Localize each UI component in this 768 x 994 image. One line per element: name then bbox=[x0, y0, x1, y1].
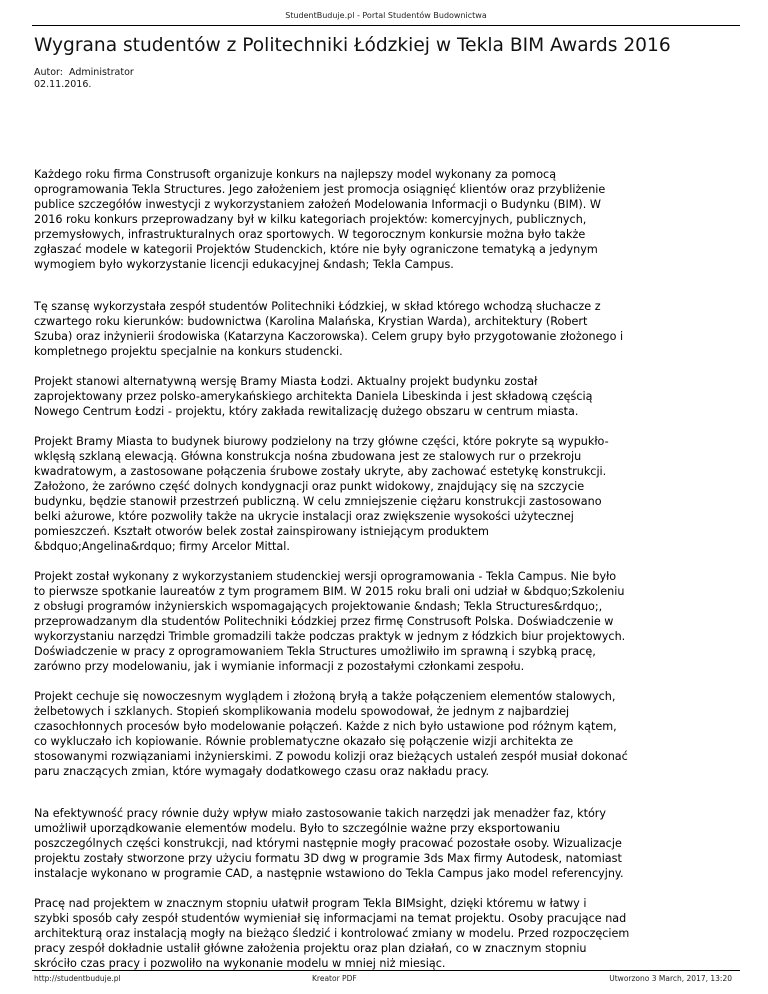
paragraph-line: Tę szansę wykorzystała zespół studentów Politechniki Łódzkiej, w skład którego wchodzą słuchacze z bbox=[34, 300, 601, 313]
footer-created: Utworzono 3 March, 2017, 13:20 bbox=[609, 974, 732, 983]
paragraph-line: paru znaczących zmian, które wymagały dodatkowego czasu oraz nakładu pracy. bbox=[34, 765, 490, 778]
article-paragraph bbox=[34, 167, 738, 272]
pdf-page bbox=[32, 0, 740, 994]
paragraph-line: wklęsłą szklaną elewacją. Główna konstrukcja nośna zbudowana jest ze stalowych rur o przekroju bbox=[34, 450, 582, 463]
paragraph-line: czwartego roku kierunków: budownictwa (Karolina Malańska, Krystian Warda), architektury (Robert bbox=[34, 315, 588, 328]
article-meta bbox=[34, 67, 134, 91]
paragraph-line: Projekt Bramy Miasta to budynek biurowy podzielony na trzy główne części, które pokryte są wypukło- bbox=[34, 435, 609, 448]
paragraph-line: Założono, że zarówno część dolnych kondygnacji oraz punkt widokowy, znajdujący się na szczycie bbox=[34, 480, 585, 493]
paragraph-line: poszczególnych części konstrukcji, nad którymi następnie mogły pracować pozostałe osoby. Wizualizacje bbox=[34, 837, 622, 850]
article-body bbox=[34, 167, 738, 986]
paragraph-line: zarówno przy modelowaniu, jak i wymianie informacji z pozostałymi członkami zespołu. bbox=[34, 660, 525, 673]
paragraph-line: belki ażurowe, które pozwoliły także na ukrycie instalacji oraz zwiększenie wysokości użytecznej bbox=[34, 510, 574, 523]
paragraph-line: to pierwsze spotkanie laureatów z tym programem BIM. W 2015 roku brali oni udział w &bdquo;Szkoleniu bbox=[34, 585, 625, 598]
paragraph-line: Projekt został wykonany z wykorzystaniem studenckiej wersji oprogramowania - Tekla Campus. Nie było bbox=[34, 570, 617, 583]
site-header: StudentBuduje.pl - Portal Studentów Budownictwa bbox=[285, 11, 487, 20]
paragraph-line: Pracę nad projektem w znacznym stopniu ułatwił program Tekla BIMsight, dzięki któremu w łatwy i bbox=[34, 897, 587, 910]
article-paragraph bbox=[34, 806, 738, 881]
article-paragraph bbox=[34, 374, 738, 419]
paragraph-line: zaprojektowany przez polsko-amerykańskiego architekta Daniela Libeskinda i jest składową częścią bbox=[34, 390, 593, 403]
paragraph-line: co wykluczało ich kopiowanie. Równie problematyczne okazało się połączenie wizji architekta ze bbox=[34, 735, 574, 748]
article-paragraph bbox=[34, 896, 738, 971]
header-divider bbox=[32, 25, 740, 26]
paragraph-line: przemysłowych, infrastrukturalnych oraz sportowych. W tegorocznym konkursie można było także bbox=[34, 228, 586, 241]
article-paragraph bbox=[34, 569, 738, 674]
paragraph-line: przeprowadzanym dla studentów Politechniki Łódzkiej przez firmę Construsoft Polska. Doświadczenie w bbox=[34, 615, 614, 628]
paragraph-line: publice szczegółów inwestycji z wykorzystaniem założeń Modelowania Informacji o Budynku (BIM). W bbox=[34, 198, 601, 211]
paragraph-line: Projekt cechuje się nowoczesnym wyglądem i złożoną bryłą a także połączeniem elementów stalowych, bbox=[34, 690, 616, 703]
paragraph-line: wymogiem było wykorzystanie licencji edukacyjnej &ndash; Tekla Campus. bbox=[34, 258, 454, 271]
article-title: Wygrana studentów z Politechniki Łódzkiej w Tekla BIM Awards 2016 bbox=[34, 35, 671, 56]
footer-creator: Kreator PDF bbox=[312, 974, 357, 983]
paragraph-line: Na efektywność pracy równie duży wpływ miało zastosowanie takich narzędzi jak menadżer faz, który bbox=[34, 807, 607, 820]
paragraph-line: wykorzystaniu narzędzi Trimble gromadzili także podczas praktyk w jednym z łódzkich biur projektowych. bbox=[34, 630, 626, 643]
author-label: Autor: bbox=[34, 67, 63, 78]
article-paragraph bbox=[34, 689, 738, 779]
paragraph-line: skróciło czas pracy i pozwoliło na wykonanie modelu w mniej niż miesiąc. bbox=[34, 957, 446, 970]
paragraph-line: żelbetowych i szklanych. Stopień skomplikowania modelu spowodował, że jednym z najbardziej bbox=[34, 705, 570, 718]
paragraph-line: pomieszczeń. Kształt otworów belek został zainspirowany istniejącym produktem bbox=[34, 525, 489, 538]
author-line bbox=[34, 67, 134, 79]
paragraph-line: stosowanymi rozwiązaniami inżynierskimi. Z powodu kolizji oraz bieżących ustaleń zespół musiał dokonać bbox=[34, 750, 628, 763]
paragraph-line: szybki sposób cały zespół studentów wymieniał się informacjami na temat projektu. Osoby pracujące nad bbox=[34, 912, 627, 925]
paragraph-line: &bdquo;Angelina&rdquo; firmy Arcelor Mittal. bbox=[34, 540, 290, 553]
footer-divider bbox=[32, 970, 740, 971]
paragraph-line: instalacje wykonano w programie CAD, a następnie wstawiono do Tekla Campus jako model referencyjny. bbox=[34, 867, 624, 880]
paragraph-line: 2016 roku konkurs przeprowadzany był w kilku kategoriach projektów: komercyjnych, publicznych, bbox=[34, 213, 587, 226]
paragraph-line: architekturą oraz instalacją mogły na bieżąco śledzić i kontrolować zmiany w modelu. Przed rozpoczęciem bbox=[34, 927, 630, 940]
paragraph-line: oprogramowania Tekla Structures. Jego założeniem jest promocja osiągnięć klientów oraz przybliżenie bbox=[34, 183, 606, 196]
paragraph-line: projektu zostały stworzone przy użyciu formatu 3D dwg w programie 3ds Max firmy Autodesk, natomiast bbox=[34, 852, 622, 865]
article-paragraph bbox=[34, 299, 738, 359]
paragraph-line: z obsługi programów inżynierskich wspomagających projektowanie &ndash; Tekla Structures&rdquo;, bbox=[34, 600, 603, 613]
paragraph-line: kwadratowym, a zastosowane połączenia śrubowe zostały ukryte, aby zachować estetykę konstrukcji. bbox=[34, 465, 607, 478]
paragraph-line: Nowego Centrum Łodzi - projektu, który zakłada rewitalizację dużego obszaru w centrum miasta. bbox=[34, 405, 579, 418]
paragraph-line: Każdego roku firma Construsoft organizuje konkurs na najlepszy model wykonany za pomocą bbox=[34, 168, 557, 181]
paragraph-line: zgłaszać modele w kategorii Projektów Studenckich, które nie były ograniczone tematyką a jedynym bbox=[34, 243, 598, 256]
paragraph-line: umożliwił uporządkowanie elementów modelu. Było to szczególnie ważne przy eksportowaniu bbox=[34, 822, 561, 835]
paragraph-line: budynku, będzie stanowił przestrzeń publiczną. W celu zmniejszenie ciężaru konstrukcji zastosowano bbox=[34, 495, 602, 508]
author-name: Administrator bbox=[69, 67, 134, 78]
paragraph-line: Projekt stanowi alternatywną wersję Bramy Miasta Łodzi. Aktualny projekt budynku został bbox=[34, 375, 538, 388]
paragraph-line: czasochłonnych procesów było modelowanie połączeń. Każde z nich było ustawione pod różnym kątem, bbox=[34, 720, 617, 733]
footer-url[interactable]: http://studentbuduje.pl bbox=[34, 974, 121, 983]
paragraph-line: Szuba) oraz inżynierii środowiska (Katarzyna Kaczorowska). Celem grupy było przygotowanie złożonego i bbox=[34, 330, 624, 343]
publish-date: 02.11.2016. bbox=[34, 79, 92, 90]
paragraph-line: Doświadczenie w pracy z oprogramowaniem Tekla Structures umożliwiło im sprawną i szybką pracę, bbox=[34, 645, 596, 658]
paragraph-line: pracy zespół dokładnie ustalił główne założenia projektu oraz plan działań, co w znacznym stopniu bbox=[34, 942, 587, 955]
article-paragraph bbox=[34, 434, 738, 554]
paragraph-line: kompletnego projektu specjalnie na konkurs studencki. bbox=[34, 345, 343, 358]
